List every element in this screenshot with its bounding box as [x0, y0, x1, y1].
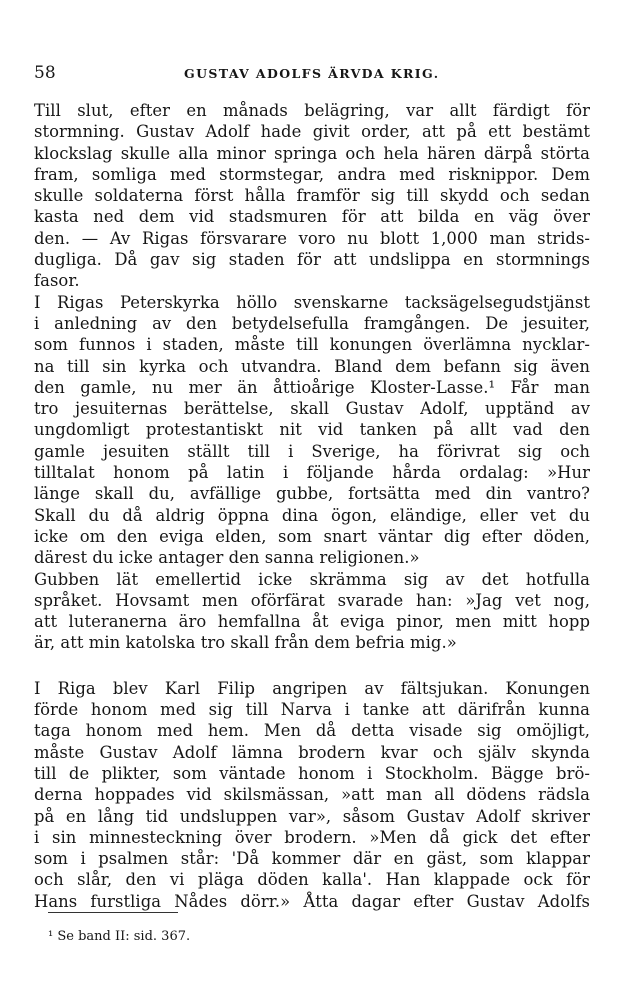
text-line: måste Gustav Adolf lämna brodern kvar och själv skynda [34, 742, 590, 762]
page-number: 58 [34, 63, 56, 83]
text-line: kasta ned dem vid stadsmuren för att bilda en väg över [34, 207, 590, 227]
text-line: ungdomligt protestantiskt nit vid tanken på allt vad den [34, 420, 590, 440]
page-header [34, 62, 594, 86]
paragraph [34, 292, 590, 569]
paragraph [34, 100, 590, 292]
paragraph [34, 569, 590, 654]
text-line: Skall du då aldrig öppna dina ögon, eländige, eller vet du [34, 505, 590, 525]
body-text [34, 100, 590, 912]
text-line: fasor. [34, 271, 80, 291]
text-line: icke om den eviga elden, som snart väntar dig efter döden, [34, 526, 590, 546]
text-line: taga honom med hem. Men då detta visade sig omöjligt, [34, 721, 590, 741]
text-line: Gubben lät emellertid icke skrämma sig av det hotfulla [34, 569, 590, 589]
text-line: tilltalat honom på latin i följande hårda ordalag: »Hur [34, 463, 590, 483]
text-line: dugliga. Då gav sig staden för att undslippa en stormnings [34, 250, 590, 270]
paragraph [34, 678, 590, 912]
text-line: är, att min katolska tro skall från dem befria mig.» [34, 633, 457, 653]
text-line: i anledning av den betydelsefulla framgången. De jesuiter, [34, 313, 590, 333]
running-head: GUSTAV ADOLFS ÄRVDA KRIG. [184, 66, 440, 81]
text-line: som funnos i staden, måste till konungen överlämna nycklar- [34, 335, 590, 355]
text-line: na till sin kyrka och utvandra. Bland dem befann sig även [34, 356, 590, 376]
footnote: ¹ Se band II: sid. 367. [48, 929, 191, 944]
text-line: därest du icke antager den sanna religionen.» [34, 548, 420, 568]
text-line: I Riga blev Karl Filip angripen av fältsjukan. Konungen [34, 678, 590, 698]
text-line: till de plikter, som väntade honom i Stockholm. Bägge brö- [34, 763, 590, 783]
text-line: den gamle, nu mer än åttioårige Kloster-Lasse.¹ Får man [34, 377, 590, 397]
text-line: den. — Av Rigas försvarare voro nu blott 1,000 man strids- [34, 228, 590, 248]
text-line: språket. Hovsamt men oförfärat svarade han: »Jag vet nog, [34, 590, 590, 610]
text-line: gamle jesuiten ställt till i Sverige, ha förivrat sig och [34, 441, 590, 461]
text-line: Till slut, efter en månads belägring, var allt färdigt för [34, 101, 590, 120]
text-line: att luteranerna äro hemfallna åt eviga pinor, men mitt hopp [34, 612, 590, 632]
text-line: i sin minnesteckning över brodern. »Men då gick det efter [34, 827, 590, 847]
text-line: I Rigas Peterskyrka höllo svenskarne tacksägelsegudstjänst [34, 292, 590, 312]
text-line: Hans furstliga Nådes dörr.» Åtta dagar efter Gustav Adolfs [34, 891, 590, 911]
text-line: fram, somliga med stormstegar, andra med risknippor. Dem [34, 164, 590, 184]
text-line: på en lång tid undsluppen var», såsom Gustav Adolf skriver [34, 806, 590, 826]
text-line: stormning. Gustav Adolf hade givit order, att på ett bestämt [34, 122, 590, 142]
text-line: och slår, den vi pläga döden kalla'. Han klappade ock för [34, 870, 590, 890]
text-line: derna hoppades vid skilsmässan, »att man all dödens rädsla [34, 785, 590, 805]
text-line: klockslag skulle alla minor springa och hela hären därpå störta [34, 143, 590, 163]
text-line: skulle soldaterna först hålla framför sig till skydd och sedan [34, 186, 590, 206]
text-line: förde honom med sig till Narva i tanke att därifrån kunna [34, 700, 590, 720]
text-line: länge skall du, avfällige gubbe, fortsätta med din vantro? [34, 484, 590, 504]
paragraph-gap [34, 654, 590, 678]
text-line: tro jesuiternas berättelse, skall Gustav Adolf, upptänd av [34, 399, 590, 419]
footnote-divider [48, 912, 178, 913]
text-line: som i psalmen står: 'Då kommer där en gäst, som klappar [34, 849, 590, 869]
